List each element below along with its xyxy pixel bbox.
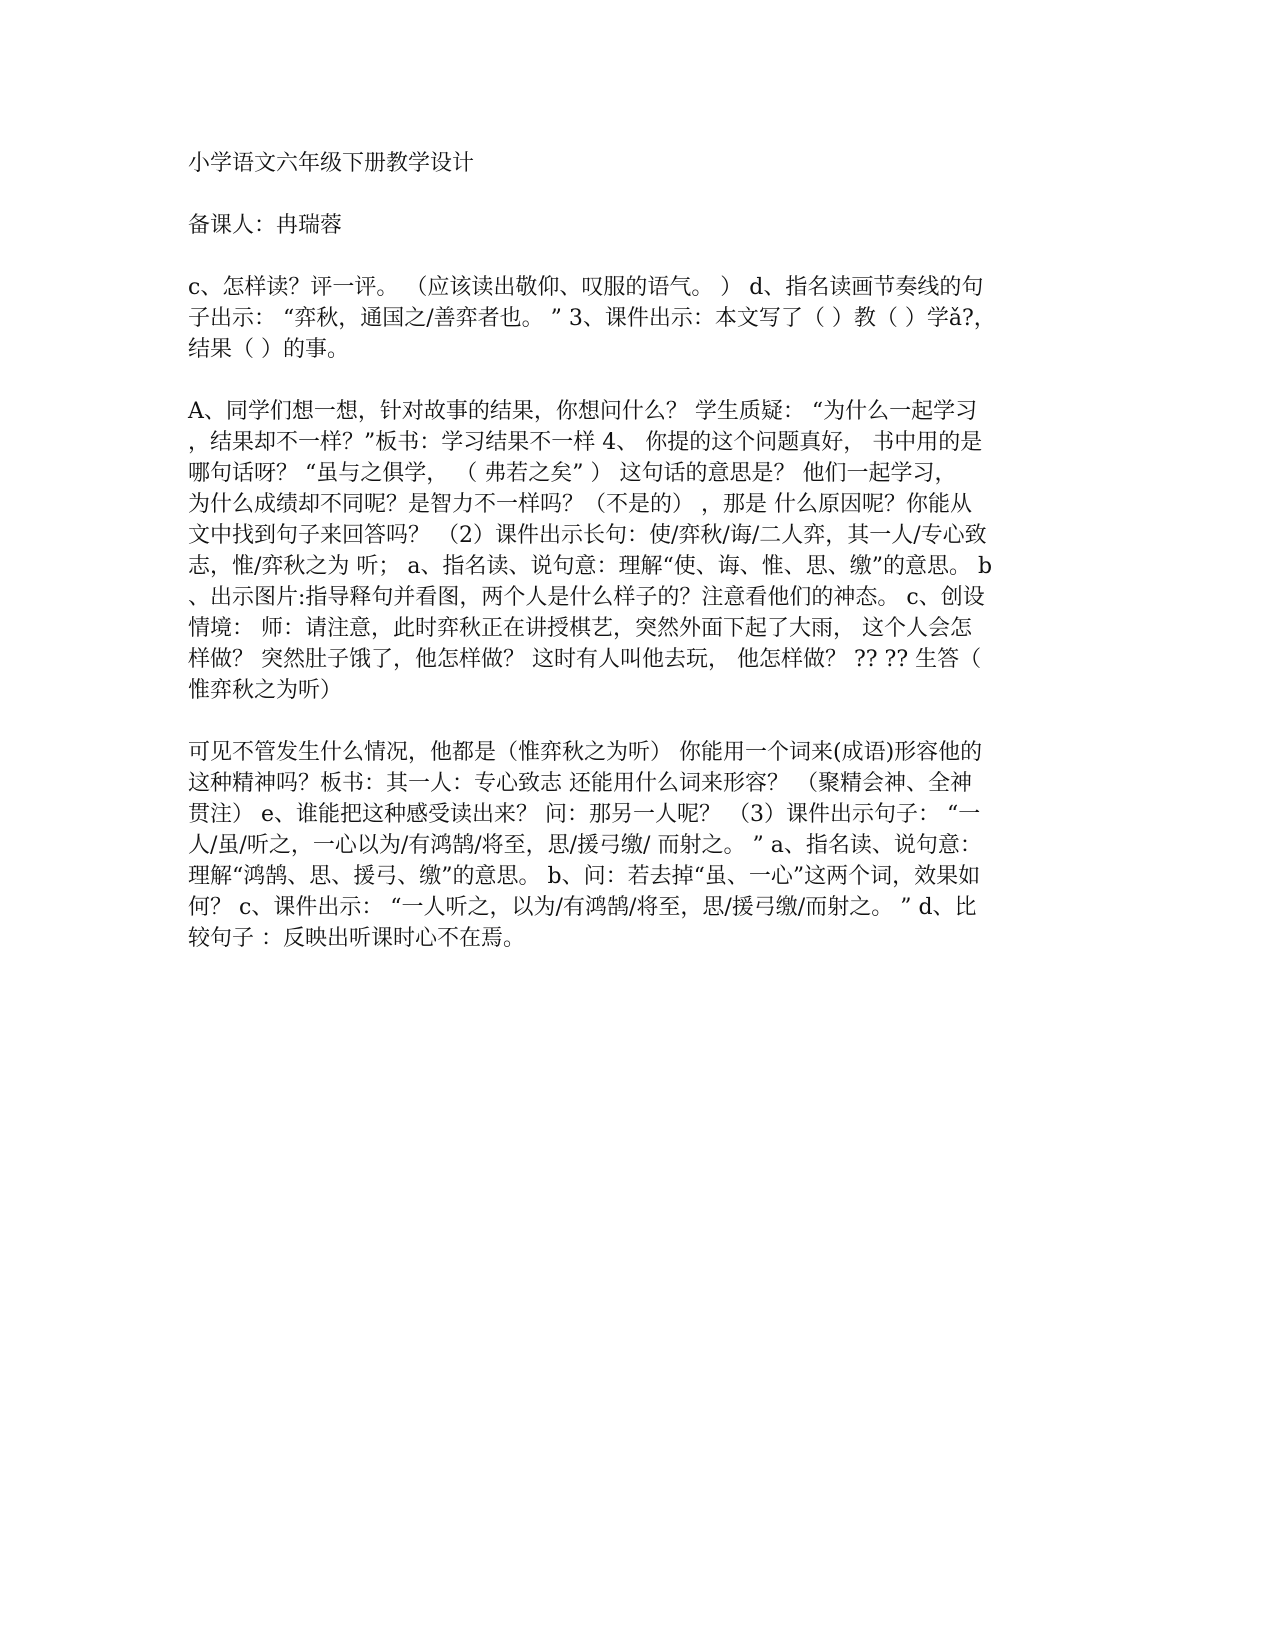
- paragraph-line: 结果（ ）的事。: [188, 337, 349, 362]
- paragraph-line: 子出示： “弈秋，通国之/善弈者也。 ” 3、课件出示：本文写了（ ）教（ ）学ǎ?，: [188, 306, 996, 331]
- paragraph-line: A、同学们想一想，针对故事的结果，你想问什么？ 学生质疑： “为什么一起学习: [188, 399, 978, 424]
- paragraph-line: 惟弈秋之为听）: [188, 678, 343, 703]
- paragraph-1: [188, 272, 1100, 365]
- paragraph-line: 样做？ 突然肚子饿了，他怎样做？ 这时有人叫他去玩， 他怎样做？ ?? ?? 生答（: [188, 647, 982, 672]
- paragraph-line: 为什么成绩却不同呢？是智力不一样吗？（不是的） ，那是 什么原因呢？你能从: [188, 492, 972, 517]
- document-body: [188, 148, 1100, 985]
- paragraph-line: 人/虽/听之，一心以为/有鸿鹄/将至，思/援弓缴/ 而射之。 ” a、指名读、说句意：: [188, 833, 982, 858]
- paragraph-line: 较句子 ：反映出听课时心不在焉。: [188, 926, 525, 951]
- paragraph-line: 情境： 师：请注意，此时弈秋正在讲授棋艺，突然外面下起了大雨， 这个人会怎: [188, 616, 972, 641]
- paragraph-line: 、出示图片:指导释句并看图，两个人是什么样子的？注意看他们的神态。 c、创设: [188, 585, 985, 610]
- author-line: 备课人：冉瑞蓉: [188, 213, 343, 238]
- document-title: 小学语文六年级下册教学设计: [188, 151, 475, 176]
- paragraph-line: c、怎样读？评一评。 （应该读出敬仰、叹服的语气。 ） d、指名读画节奏线的句: [188, 275, 984, 300]
- paragraph-line: 何？ c、课件出示： “一人听之，以为/有鸿鹄/将至，思/援弓缴/而射之。 ” d、比: [188, 895, 977, 920]
- paragraph-line: 文中找到句子来回答吗？ （2）课件出示长句：使/弈秋/诲/二人弈，其一人/专心致: [188, 523, 987, 548]
- paragraph-line: 贯注） e、谁能把这种感受读出来？ 问：那另一人呢？ （3）课件出示句子： “一: [188, 802, 981, 827]
- paragraph-line: ，结果却不一样？”板书：学习结果不一样 4、 你提的这个问题真好， 书中用的是: [188, 430, 983, 455]
- paragraph-line: 哪句话呀？ “虽与之俱学， （ 弗若之矣” ） 这句话的意思是？ 他们一起学习，: [188, 461, 957, 486]
- paragraph-line: 这种精神吗？板书：其一人：专心致志 还能用什么词来形容？ （聚精会神、全神: [188, 771, 972, 796]
- paragraph-line: 可见不管发生什么情况，他都是（惟弈秋之为听） 你能用一个词来(成语)形容他的: [188, 740, 983, 765]
- paragraph-3: [188, 737, 1100, 954]
- paragraph-line: 志，惟/弈秋之为 听； a、指名读、说句意：理解“使、诲、惟、思、缴”的意思。 b: [188, 554, 993, 579]
- paragraph-line: 理解“鸿鹄、思、援弓、缴”的意思。 b、问：若去掉“虽、一心”这两个词，效果如: [188, 864, 981, 889]
- paragraph-2: [188, 396, 1100, 706]
